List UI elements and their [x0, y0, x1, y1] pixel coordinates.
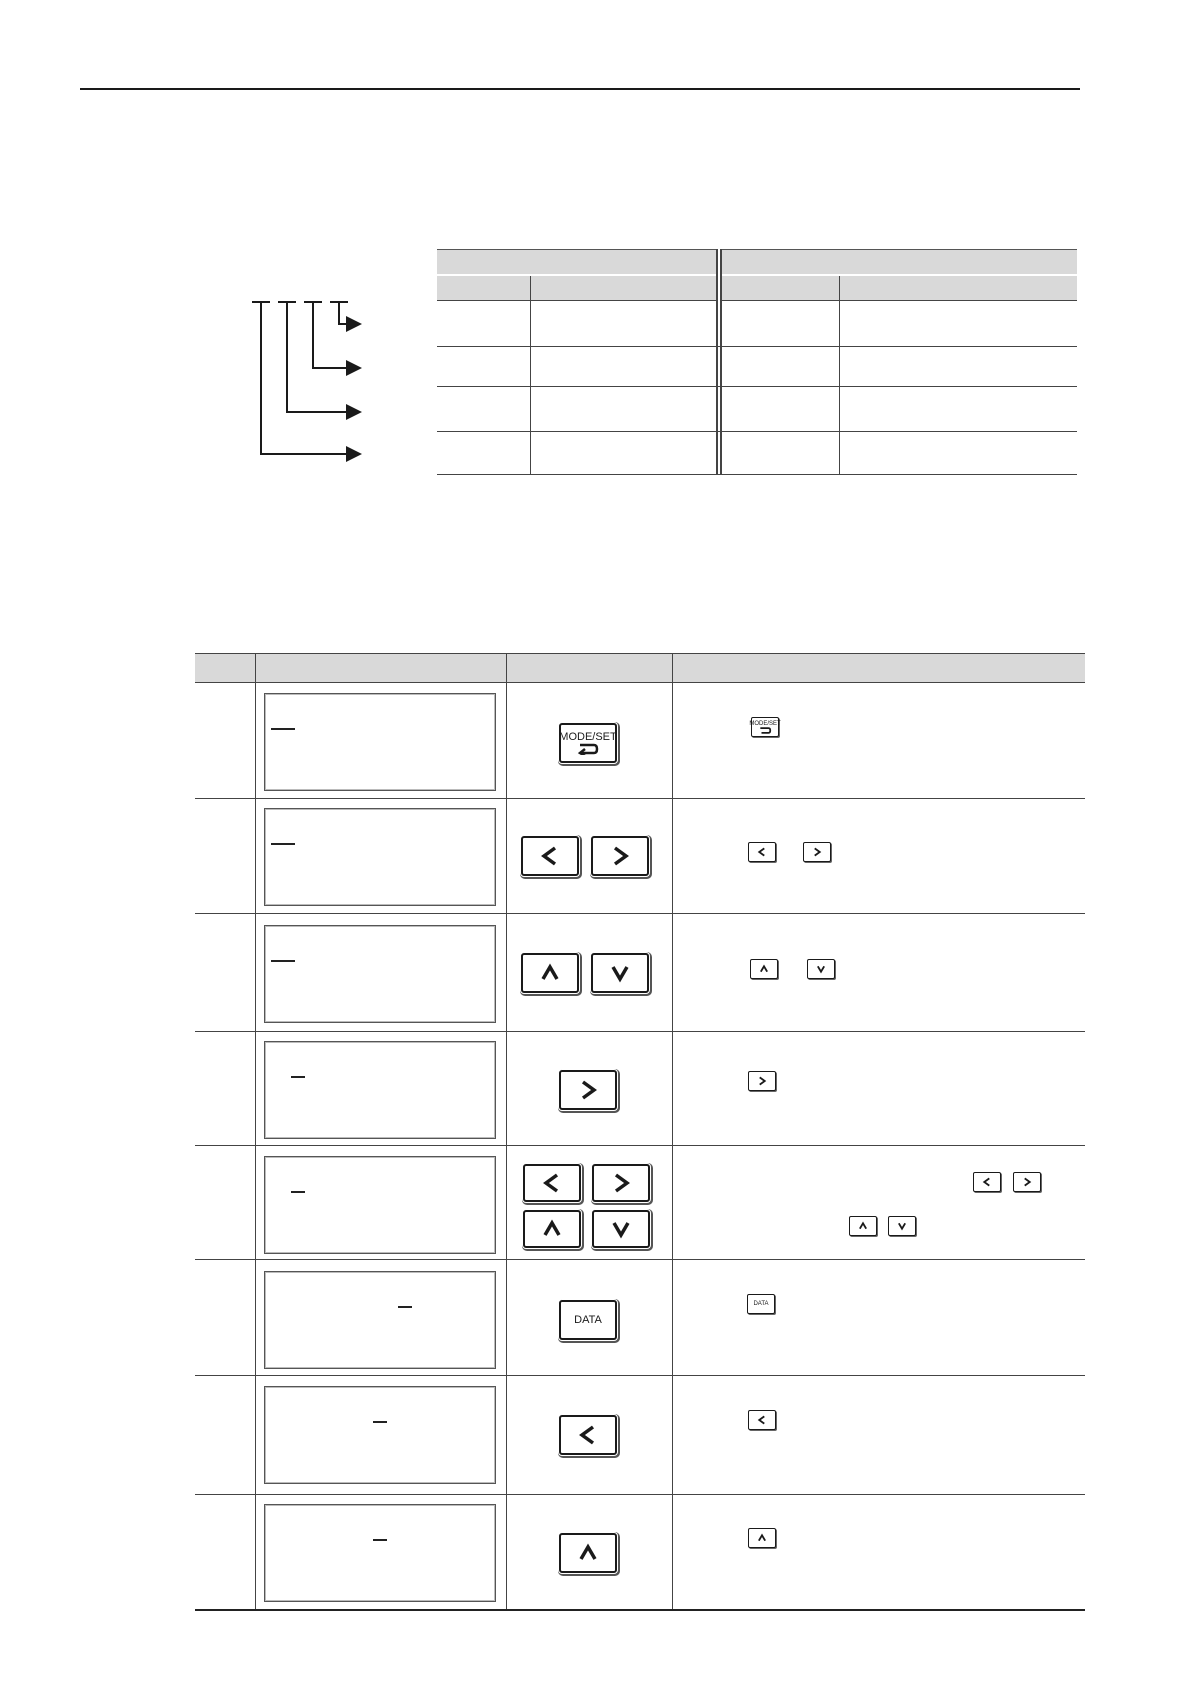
chevron-right-icon	[577, 1079, 599, 1101]
data-key-inline	[747, 1294, 775, 1314]
header-rule	[80, 88, 1080, 90]
return-arrow-icon	[758, 727, 772, 734]
table-row	[195, 1259, 1085, 1260]
chevron-down-icon	[610, 1218, 632, 1240]
chevron-left-icon	[539, 845, 561, 867]
left-key[interactable]	[523, 1164, 581, 1202]
display-cursor	[271, 960, 295, 962]
table-row	[437, 346, 1077, 347]
up-key-inline	[750, 959, 778, 979]
left-key-inline	[748, 842, 776, 862]
panel-display	[264, 1271, 496, 1369]
panel-display	[264, 693, 496, 791]
mode-set-key[interactable]	[559, 723, 617, 763]
data-key[interactable]	[559, 1300, 617, 1340]
right-key-inline	[748, 1071, 776, 1091]
display-cursor	[271, 843, 295, 845]
chevron-right-icon	[610, 1172, 632, 1194]
chevron-up-icon	[541, 1218, 563, 1240]
table-row	[195, 1145, 1085, 1146]
chevron-down-icon	[609, 962, 631, 984]
chevron-down-icon	[816, 964, 826, 974]
chevron-up-icon	[858, 1221, 868, 1231]
chevron-right-icon	[609, 845, 631, 867]
table-header-band	[437, 249, 716, 274]
data-inline-label: DATA	[753, 1301, 769, 1307]
left-key-inline	[748, 1410, 776, 1430]
display-cursor	[373, 1421, 387, 1423]
chevron-left-icon	[757, 847, 767, 857]
table-row	[195, 1494, 1085, 1495]
table-row	[195, 1375, 1085, 1376]
table-row	[437, 431, 1077, 432]
table-subheader	[722, 276, 1077, 301]
data-key-label: DATA	[574, 1314, 602, 1326]
down-key-inline	[807, 959, 835, 979]
chevron-up-icon	[577, 1542, 599, 1564]
table-row	[437, 386, 1077, 387]
chevron-right-icon	[757, 1076, 767, 1086]
return-arrow-icon	[576, 743, 600, 755]
panel-display	[264, 1041, 496, 1139]
left-key[interactable]	[521, 836, 579, 876]
chevron-right-icon	[812, 847, 822, 857]
table-header	[195, 653, 1085, 683]
table-row	[195, 1031, 1085, 1032]
right-key-inline	[1013, 1172, 1041, 1192]
table-subheader	[437, 276, 716, 301]
chevron-down-icon	[897, 1221, 907, 1231]
panel-display	[264, 1156, 496, 1254]
up-key[interactable]	[523, 1210, 581, 1248]
chevron-up-icon	[539, 962, 561, 984]
panel-display	[264, 925, 496, 1023]
panel-display	[264, 808, 496, 906]
up-key[interactable]	[521, 953, 579, 993]
operation-procedure-table	[195, 653, 1085, 1611]
up-key-inline	[849, 1216, 877, 1236]
down-key-inline	[888, 1216, 916, 1236]
chevron-left-icon	[541, 1172, 563, 1194]
mode-set-inline-label: MODE/SET	[749, 720, 781, 727]
setting-table	[437, 249, 1077, 475]
right-key[interactable]	[559, 1070, 617, 1110]
down-key[interactable]	[591, 953, 649, 993]
digit-bracket-diagram	[240, 290, 370, 470]
chevron-right-icon	[1022, 1177, 1032, 1187]
chevron-up-icon	[759, 964, 769, 974]
up-key-inline	[748, 1528, 776, 1548]
left-key[interactable]	[559, 1415, 617, 1455]
table-row	[195, 913, 1085, 914]
chevron-up-icon	[757, 1533, 767, 1543]
right-key[interactable]	[592, 1164, 650, 1202]
display-cursor	[271, 728, 295, 730]
mode-set-key-inline	[751, 717, 779, 737]
mode-set-key-label: MODE/SET	[559, 731, 617, 743]
right-key[interactable]	[591, 836, 649, 876]
display-cursor	[398, 1306, 412, 1308]
chevron-left-icon	[577, 1424, 599, 1446]
display-cursor	[373, 1539, 387, 1541]
up-key[interactable]	[559, 1533, 617, 1573]
table-row	[437, 474, 1077, 475]
table-header-band	[722, 249, 1077, 274]
down-key[interactable]	[592, 1210, 650, 1248]
panel-display	[264, 1386, 496, 1484]
panel-display	[264, 1504, 496, 1602]
chevron-left-icon	[982, 1177, 992, 1187]
display-cursor	[291, 1191, 305, 1193]
right-key-inline	[803, 842, 831, 862]
chevron-left-icon	[757, 1415, 767, 1425]
display-cursor	[291, 1076, 305, 1078]
table-row	[195, 798, 1085, 799]
left-key-inline	[973, 1172, 1001, 1192]
